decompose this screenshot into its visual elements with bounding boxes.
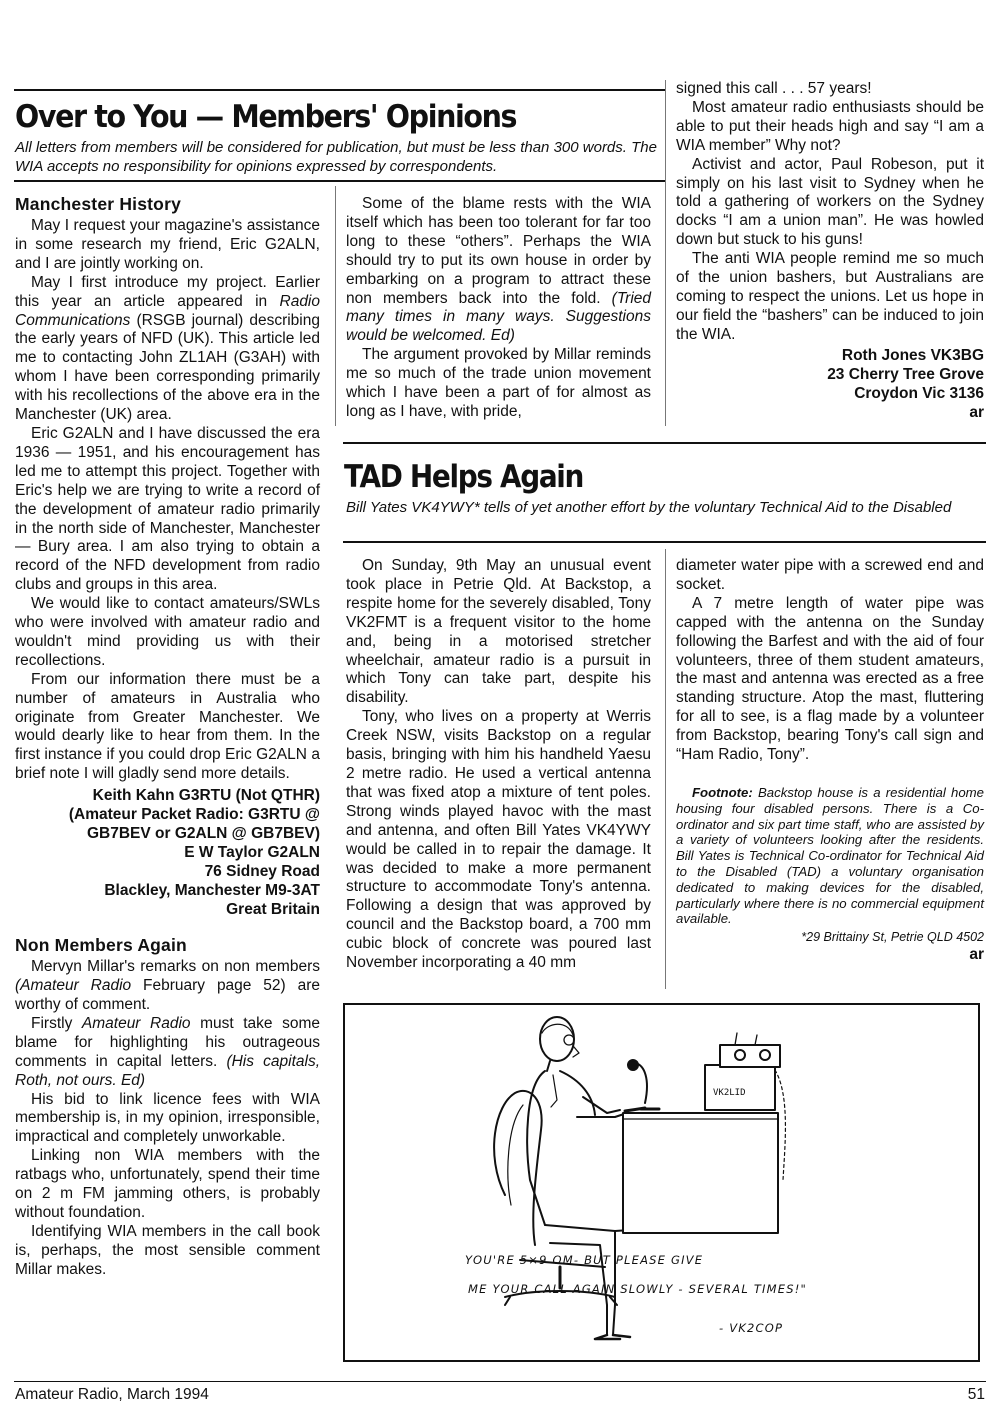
paragraph: Eric G2ALN and I have discussed the era 1936 — 1951, and his encouragement has led me to attempt this project. Together with Eric's help we are trying to write a record of the development of amateur radio primarily in the north side of Manchester, Manchester — Bury area. I am also trying to obtain a record of the NFD development from radio clubs and groups in this area.	[15, 424, 320, 594]
column-divider	[335, 186, 336, 426]
paragraph: May I first introduce my project. Earlier this year an article appeared in Radio Communications (RSGB journal) describing the early years of NFD (UK). This article led me to contacting John ZL1AH (G3AH) with whom I have been corresponding primarily with his recollections of the above era in the Manchester (UK) area.	[15, 273, 320, 424]
section-intro-tad: Bill Yates VK4YWY* tells of yet another effort by the voluntary Technical Aid to the Disabled	[346, 499, 952, 516]
end-mark: ar	[969, 403, 984, 421]
top-rule	[14, 89, 666, 91]
footer-rule	[14, 1381, 986, 1382]
cartoon-frame	[343, 1003, 980, 1362]
paragraph: Tony, who lives on a property at Werris Creek NSW, visits Backstop on a regular basis, bringing with him his handheld Yaesu 2 metre radio. He used a vertical antenna that was fixed atop a mixture of tent poles. Strong winds played havoc with the mast and antenna, and often Bill Yates VK4YWY would be called in to repair the damage. It was decided to make a more permanent structure to accommodate Tony's antenna. Following a design that was approved by council and the Backstop board, a 700 mm cubic block of concrete was poured last November incorporating a 40 mm	[346, 708, 651, 972]
paragraph: Mervyn Millar's remarks on non members (Amateur Radio February page 52) are worthy of comment.	[15, 958, 321, 1013]
tad-right-column	[676, 557, 984, 964]
tad-middle-column	[346, 557, 651, 973]
paragraph: A 7 metre length of water pipe was capped with the antenna on the Sunday following the Barfest and with the aid of four volunteers, three of them student amateurs, the mast and antenna was erected as a free standing structure. Atop the mast, fluttering for all to see, is a flag made by a volunteer from Backstop, bearing Tony's call sign and “Ham Radio, Tony”.	[676, 594, 984, 764]
paragraph: Activist and actor, Paul Robeson, put it simply on his last visit to Sydney when he told a gathering of workers on the Sydney docks “I am a union man”. He was howled down but stuck to his guns!	[676, 155, 984, 249]
signature-line: E W Taylor G2ALN	[184, 844, 320, 862]
author-address: *29 Brittainy St, Petrie QLD 4502	[801, 930, 984, 945]
tad-title-rule	[343, 541, 986, 543]
right-column-non-members	[676, 80, 984, 422]
footer-page-number: 51	[967, 1386, 985, 1403]
signature-line: GB7BEV or G2ALN @ GB7BEV)	[86, 825, 320, 843]
paragraph: The argument provoked by Millar reminds me so much of the trade union movement which I have been a part of for almost as long as I have, with pride,	[346, 346, 651, 420]
tad-top-rule	[343, 442, 986, 444]
end-mark: ar	[969, 946, 984, 964]
footnote: Footnote: Backstop house is a residential home housing four disabled persons. There is a Co-ordinator and six part time staff, who are assisted by a variety of volunteers looking after the residents. Bill Yates is Technical Co-ordinator for Technical Aid to the Disabled (TAD) a voluntary organisation dedicated to making devices for the disabled, particularly where there is no commercial equipment available.	[676, 784, 984, 927]
paragraph: Firstly Amateur Radio must take some blame for highlighting his outrageous comments in capital letters. (His capitals, Roth, not ours. Ed)	[15, 1014, 321, 1089]
cartoon-credit: - VK2COP	[719, 1321, 784, 1335]
section-title-over-to-you: Over to You — Members' Opinions	[15, 99, 517, 135]
signature-block-manchester	[15, 786, 320, 919]
heading-manchester-history: Manchester History	[15, 194, 182, 214]
radio-label: VK2LID	[713, 1088, 746, 1098]
signature-line: (Amateur Packet Radio: G3RTU @	[68, 806, 320, 824]
footer-publication: Amateur Radio, March 1994	[15, 1386, 209, 1403]
paragraph: May I request your magazine's assistance in some research my friend, Eric G2ALN, and I are jointly working on.	[15, 217, 320, 272]
signature-line: Keith Kahn G3RTU (Not QTHR)	[92, 787, 320, 805]
paragraph: Linking non WIA members with the ratbags who, unfortunately, spend their time on 2 m FM jamming others, is probably without foundation.	[15, 1147, 320, 1221]
article-manchester-body	[15, 217, 320, 784]
paragraph: Some of the blame rests with the WIA itself which has been too tolerant for far too long to these “others”. Perhaps the WIA should try to put its own house in order by embarking on a program to attract these non members back into the fold. (Tried many times in many ways. Suggestions would be welcomed. Ed)	[346, 195, 651, 345]
cartoon-caption-line: ME YOUR CALL AGAIN SLOWLY - SEVERAL TIMES!"	[468, 1282, 808, 1296]
paragraph: The anti WIA people remind me so much of the union bashers, but Australians are coming to respect the unions. Let us hope in our field the “bashers” can be induced to join the WIA.	[676, 250, 984, 343]
signature-line: Roth Jones VK3BG	[841, 346, 984, 364]
signature-block-non-members	[676, 346, 984, 422]
paragraph: diameter water pipe with a screwed end and socket.	[676, 557, 984, 593]
heading-non-members-again: Non Members Again	[15, 935, 187, 956]
section-title-tad: TAD Helps Again	[344, 459, 584, 495]
signature-line: 23 Cherry Tree Grove	[827, 365, 984, 383]
paragraph: On Sunday, 9th May an unusual event took place in Petrie Qld. At Backstop, a respite home for the severely disabled, Tony VK2FMT is a frequent visitor to the home and, being in a motorised stretcher wheelchair, amateur radio is a pursuit in which Tony can take part, despite his disability.	[346, 557, 651, 707]
paragraph: Identifying WIA members in the call book is, perhaps, the most sensible comment Millar makes.	[15, 1222, 320, 1278]
signature-line: Great Britain	[226, 901, 320, 919]
paragraph: signed this call . . . 57 years!	[676, 80, 872, 97]
paragraph: From our information there must be a number of amateurs in Australia who originate from Greater Manchester. We would dearly like to hear from them. In the first instance if you could drop Eric G2ALN a brief note I will gladly send more details.	[15, 670, 320, 783]
paragraph: Most amateur radio enthusiasts should be able to put their heads high and say “I am a WIA member” Why not?	[676, 98, 984, 154]
footnote-label: Footnote:	[692, 784, 753, 800]
paragraph: We would like to contact amateurs/SWLs who were involved with amateur radio and wouldn't mind providing us with their recollections.	[15, 595, 320, 669]
left-column	[15, 194, 320, 1280]
article-non-members-body	[15, 958, 320, 1279]
signature-line: Blackley, Manchester M9-3AT	[104, 882, 320, 900]
column-divider	[665, 549, 666, 989]
section-intro-over-to-you: All letters from members will be considered for publication, but must be less than 300 words. The WIA accepts no responsibility for opinions expressed by correspondents.	[15, 139, 657, 175]
signature-line: Croydon Vic 3136	[854, 384, 984, 402]
signature-line: 76 Sidney Road	[204, 863, 320, 881]
cartoon-illustration	[345, 1005, 978, 1360]
paragraph: His bid to link licence fees with WIA membership is, in my opinion, irresponsible, impractical and completely unworkable.	[15, 1090, 320, 1146]
middle-column-non-members	[346, 195, 651, 422]
column-divider	[665, 80, 666, 426]
cartoon-caption-line: YOU'RE 5×9 OM- BUT PLEASE GIVE	[465, 1253, 704, 1267]
title-rule	[14, 180, 666, 182]
